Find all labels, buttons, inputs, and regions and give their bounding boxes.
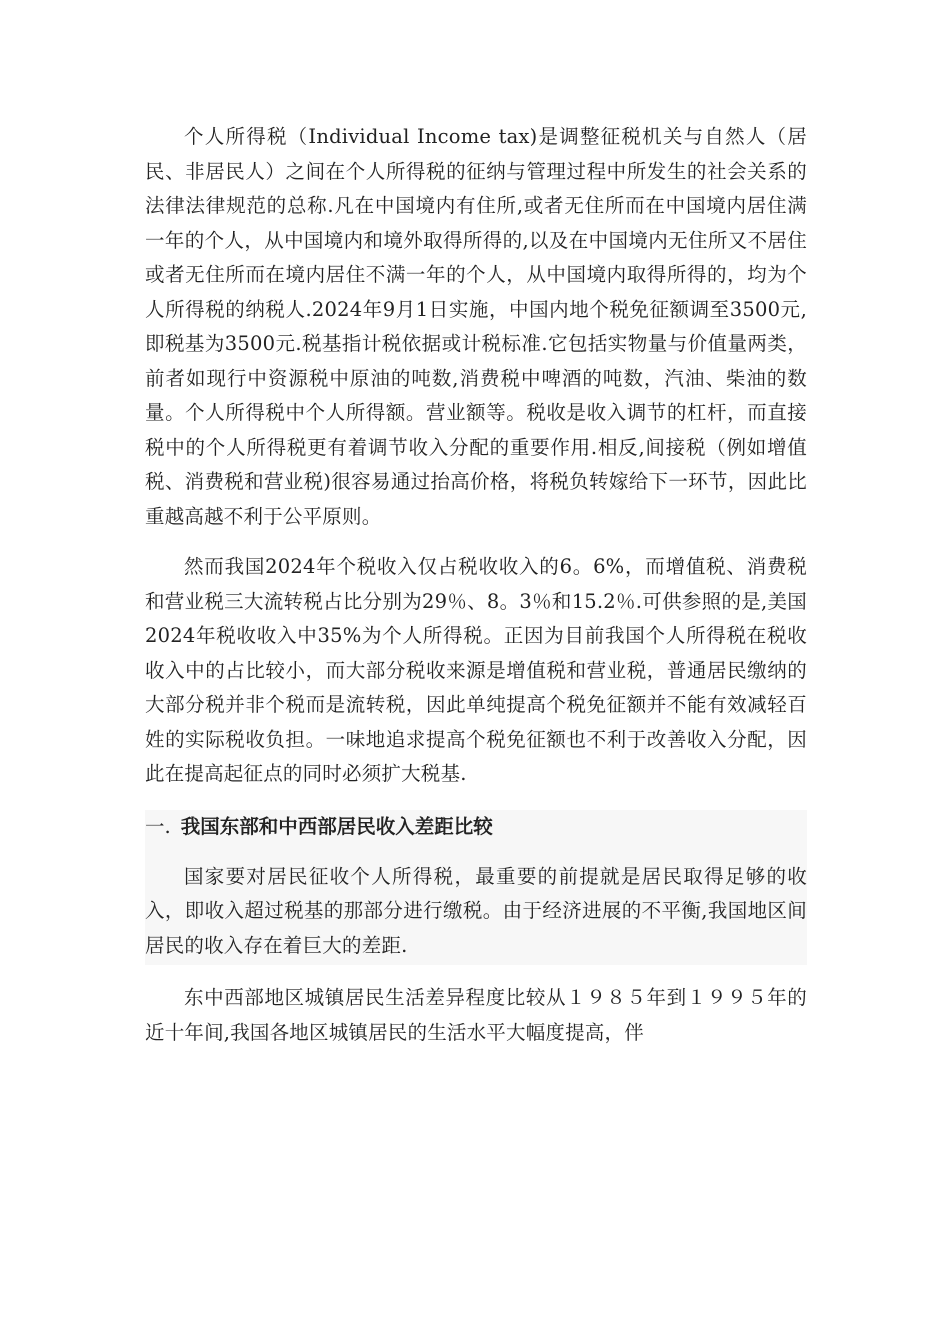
section-number: 一. (145, 814, 171, 838)
paragraph-income-gap: 国家要对居民征收个人所得税，最重要的前提就是居民取得足够的收入，即收入超过税基的那部分进行缴税。由于经济进展的不平衡,我国地区间居民的收入存在着巨大的差距. (145, 864, 807, 957)
paragraph-regional-comparison: 东中西部地区城镇居民生活差异程度比较从１９８５年到１９９５年的近十年间,我国各地区城镇居民的生活水平大幅度提高，伴 (145, 986, 807, 1044)
document-page (145, 120, 807, 1050)
shaded-block (145, 844, 807, 966)
paragraph-tax-revenue-share: 然而我国2024年个税收入仅占税收收入的6。6%，而增值税、消费税和营业税三大流转税占比分别为29％、8。3％和15.2％.可供参照的是,美国2024年税收收入中35%为个人所得税。正因为目前我国个人所得税在税收收入中的占比较小，而大部分税收来源是增值税和营业税，普通居民缴纳的大部分税并非个税而是流转税，因此单纯提高个税免征额并不能有效减轻百姓的实际税收负担。一味地追求提高个税免征额也不利于改善收入分配，因此在提高起征点的同时必须扩大税基. (145, 555, 807, 785)
section-heading (145, 810, 807, 844)
paragraph-income-tax-definition: 个人所得税（Individual Income tax)是调整征税机关与自然人（居民、非居民人）之间在个人所得税的征纳与管理过程中所发生的社会关系的法律法律规范的总称.凡在中国境内有住所,或者无住所而在中国境内居住满一年的个人，从中国境内和境外取得所得的,以及在中国境内无住所又不居住或者无住所而在境内居住不满一年的个人，从中国境内取得所得的，均为个人所得税的纳税人.2024年9月1日实施，中国内地个税免征额调至3500元,即税基为3500元.税基指计税依据或计税标准.它包括实物量与价值量两类，前者如现行中资源税中原油的吨数,消费税中啤酒的吨数，汽油、柴油的数量。个人所得税中个人所得额。营业额等。税收是收入调节的杠杆，而直接税中的个人所得税更有着调节收入分配的重要作用.相反,间接税（例如增值税、消费税和营业税)很容易通过抬高价格，将税负转嫁给下一环节，因此比重越高越不利于公平原则。 (145, 125, 807, 528)
section-title: 我国东部和中西部居民收入差距比较 (180, 814, 493, 838)
